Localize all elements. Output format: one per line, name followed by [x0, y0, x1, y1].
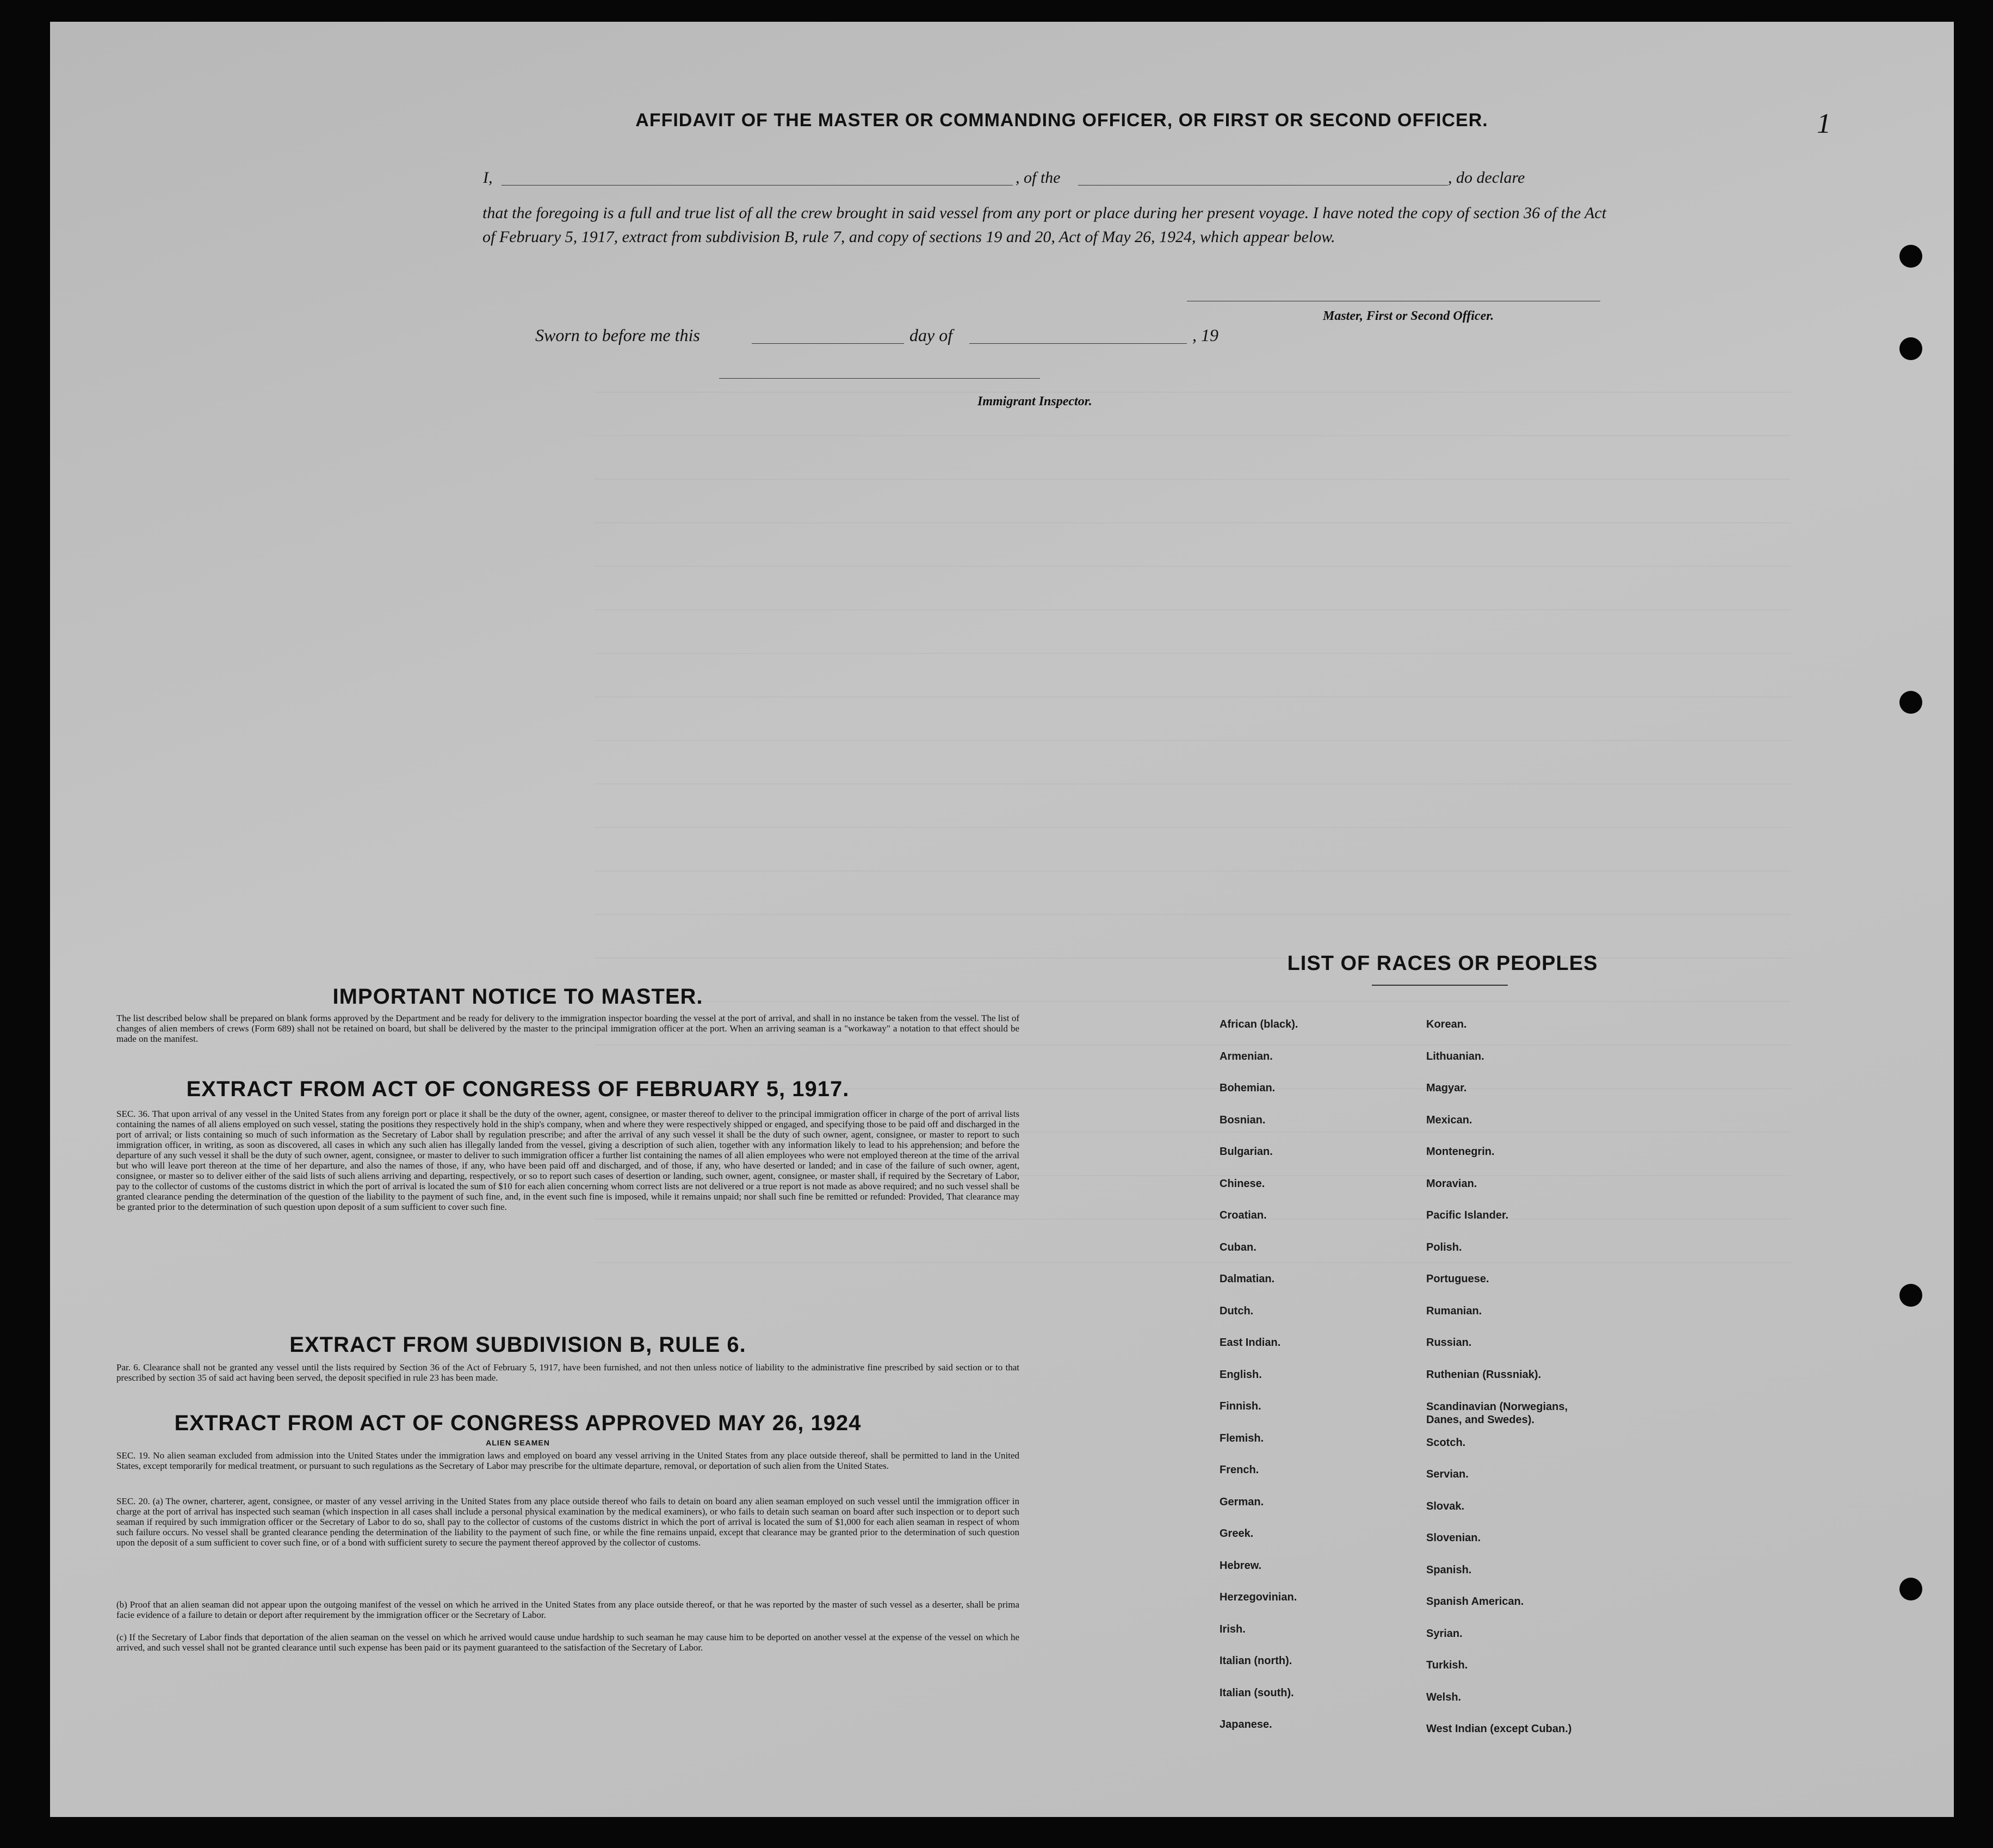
extract-rule6-title: EXTRACT FROM SUBDIVISION B, RULE 6.: [289, 1333, 746, 1357]
race-item: Welsh.: [1426, 1691, 1462, 1703]
race-item: Korean.: [1426, 1018, 1467, 1030]
race-item: East Indian.: [1220, 1337, 1281, 1349]
extract-1924-subtitle: ALIEN SEAMEN: [486, 1438, 550, 1447]
race-item: Syrian.: [1426, 1627, 1463, 1640]
races-title-underline: [1372, 985, 1508, 986]
race-item: Italian (south).: [1220, 1686, 1294, 1699]
race-item: Croatian.: [1220, 1209, 1267, 1221]
race-item: Finnish.: [1220, 1400, 1261, 1412]
race-item: German.: [1220, 1495, 1264, 1508]
race-item: Portuguese.: [1426, 1273, 1489, 1285]
race-item: Scandinavian (Norwegians, Danes, and Swedes).: [1426, 1401, 1568, 1426]
punch-hole: [1899, 691, 1922, 714]
race-item: Ruthenian (Russniak).: [1426, 1368, 1542, 1381]
punch-hole: [1899, 245, 1922, 268]
race-item: Lithuanian.: [1426, 1050, 1484, 1062]
race-item: Spanish American.: [1426, 1596, 1524, 1608]
sworn-month-line: [969, 343, 1187, 344]
affidavit-declare-label: , do declare: [1448, 169, 1525, 187]
race-item: African (black).: [1220, 1018, 1298, 1030]
punch-hole: [1899, 1578, 1922, 1600]
race-item: Armenian.: [1220, 1050, 1273, 1062]
extract-1924-title: EXTRACT FROM ACT OF CONGRESS APPROVED MAY 26, 1924: [174, 1411, 862, 1435]
race-item: Bosnian.: [1220, 1114, 1266, 1126]
race-item: Pacific Islander.: [1426, 1209, 1509, 1221]
race-item: Moravian.: [1426, 1177, 1477, 1190]
race-item: Bulgarian.: [1220, 1146, 1273, 1158]
race-item: Slovenian.: [1426, 1532, 1481, 1544]
day-of-label: day of: [909, 325, 953, 345]
affidavit-title: AFFIDAVIT OF THE MASTER OR COMMANDING OFFICER, OR FIRST OR SECOND OFFICER.: [635, 110, 1488, 131]
race-item: Polish.: [1426, 1241, 1462, 1253]
race-item: Chinese.: [1220, 1177, 1265, 1190]
race-item: Montenegrin.: [1426, 1146, 1495, 1158]
extract-rule6-text: Par. 6. Clearance shall not be granted any vessel until the lists required by Section 36 of the Act of February 5, 1917, have been furnished, and not then unless notice of liability to the administrative fine prescribed by said section or to that prescribed by section 35 of said act having been served, the deposit specified in rule 23 has been made.: [116, 1362, 1019, 1383]
race-item: Rumanian.: [1426, 1305, 1482, 1317]
race-item: French.: [1220, 1464, 1259, 1476]
race-item: Scotch.: [1426, 1436, 1466, 1449]
race-item: Dalmatian.: [1220, 1273, 1275, 1285]
extract-1924-sec20b: (b) Proof that an alien seaman did not appear upon the outgoing manifest of the vessel on which he arrived in the United States from any place outside thereof, or that he was reported by the master of such vessel as a deserter, shall be prima facie evidence of a failure to detain or deport after requirement by the immigration officer or the Secretary of Labor.: [116, 1599, 1019, 1620]
bleed-through-text: [50, 22, 1954, 1817]
notice-title: IMPORTANT NOTICE TO MASTER.: [332, 985, 703, 1009]
race-item: Herzegovinian.: [1220, 1591, 1297, 1603]
races-title: LIST OF RACES OR PEOPLES: [1287, 952, 1598, 975]
inspector-signature-caption: Immigrant Inspector.: [977, 394, 1092, 409]
race-item: Mexican.: [1426, 1114, 1472, 1126]
race-item: Greek.: [1220, 1528, 1254, 1540]
race-item: Servian.: [1426, 1468, 1469, 1480]
punch-hole: [1899, 1284, 1922, 1307]
race-item: Slovak.: [1426, 1500, 1465, 1512]
notice-text: The list described below shall be prepared on blank forms approved by the Department and be ready for delivery to the immigration inspector boarding the vessel at the port of arrival, and shall in no instance be taken from the vessel. The list of changes of alien members of crews (Form 689) shall not be retained on board, but shall be delivered by the master to the principal immigration officer at the port. When an arriving seaman is a "workaway" a notation to that effect should be made on the manifest.: [116, 1013, 1019, 1044]
race-item: West Indian (except Cuban.): [1426, 1723, 1572, 1735]
race-item: English.: [1220, 1368, 1262, 1381]
race-item: Spanish.: [1426, 1563, 1472, 1576]
race-item: Turkish.: [1426, 1659, 1468, 1671]
punch-hole: [1899, 337, 1922, 360]
sworn-day-line: [752, 343, 904, 344]
officer-name-line: [502, 185, 1013, 186]
race-item: Irish.: [1220, 1623, 1246, 1635]
extract-1924-sec20c: (c) If the Secretary of Labor finds that deportation of the alien seaman on the vessel on which he arrived would cause undue hardship to such seaman he may cause him to be deported on another vessel at the expense of the vessel on which he arrived, and such vessel shall not be granted clearance until such expense has been paid or its payment guaranteed to the satisfaction of the Secretary of Labor.: [116, 1632, 1019, 1653]
extract-1924-sec20a: SEC. 20. (a) The owner, charterer, agent, consignee, or master of any vessel arriving in the United States from any place outside thereof who fails to detain on board any alien seaman employed on such vessel until the immigration officer in charge at the port of arrival has inspected such seaman (which inspection in all cases shall include a personal physical examination by the medical examiners), or who fails to detain such seaman on board after such inspection or to deport such seaman if required by such immigration officer or the Secretary of Labor to do so, shall pay to the collector of customs of the customs district in which the port of arrival is located the sum of $1,000 for each alien seaman in respect of whom such failure occurs. No vessel shall be granted clearance pending the determination of the liability to the payment of such fine, or while the fine remains unpaid, except that clearance may be granted prior to the determination of such question upon the deposit of a sum sufficient to cover such fine, or of a bond with sufficient surety to secure the payment thereof approved by the collector of customs.: [116, 1496, 1019, 1548]
affidavit-i-label: I,: [483, 169, 493, 187]
master-signature-caption: Master, First or Second Officer.: [1323, 309, 1494, 323]
affidavit-body: that the foregoing is a full and true list of all the crew brought in said vessel from any port or place during her present voyage. I have noted the copy of section 36 of the Act of February 5, 1917, extract from subdivision B, rule 7, and copy of sections 19 and 20, Act of May 26, 1924, which appear below.: [482, 204, 1607, 246]
race-item: Japanese.: [1220, 1719, 1272, 1730]
document-page: [50, 22, 1954, 1817]
race-item: Magyar.: [1426, 1082, 1467, 1094]
race-item: Hebrew.: [1220, 1559, 1262, 1572]
inspector-signature-line: [719, 378, 1040, 379]
extract-1924-sec19: SEC. 19. No alien seaman excluded from admission into the United States under the immigration laws and employed on board any vessel arriving in the United States from any place outside thereof, shall be permitted to land in the United States, except temporarily for medical treatment, or pursuant to such regulations as the Secretary of Labor may prescribe for the ultimate departure, removal, or deportation of such alien from the United States.: [116, 1450, 1019, 1471]
race-item: Bohemian.: [1220, 1082, 1276, 1094]
race-item: Cuban.: [1220, 1241, 1257, 1253]
vessel-name-line: [1078, 185, 1448, 186]
race-item: Italian (north).: [1220, 1655, 1292, 1667]
extract-1917-text: SEC. 36. That upon arrival of any vessel in the United States from any foreign port or place it shall be the duty of the owner, agent, consignee, or master thereof to deliver to the principal immigration officer in charge of the port of arrival lists containing the names of all aliens employed on such vessel, stating the positions they respectively hold in the ship's company, when and where they were respectively shipped or engaged, and specifying those to be paid off and discharged in the port of arrival; or lists containing so much of such information as the Secretary of Labor shall by regulation prescribe; and after the arrival of any such vessel it shall be the duty of such owner, agent, consignee, or master to report to such immigration officer, in writing, as soon as discovered, all cases in which any such alien has illegally landed from the vessel, giving a description of such alien, together with any information likely to lead to his apprehension; and before the departure of any such vessel it shall be the duty of such owner, agent, consignee, or master to deliver to such immigration officer a further list containing the names of all alien employees who were not employed thereon at the time of the arrival but who will leave port thereon at the time of her departure, and also the names of those, if any, who have been paid off and discharged, and of those, if any, who have deserted or landed; and in case of the failure of such owner, agent, consignee, or master so to deliver either of the said lists of such aliens arriving and departing, respectively, or so to report such cases of desertion or landing, such owner, agent, consignee, or master shall, if required by the Secretary of Labor, pay to the collector of customs of the customs district in which the port of arrival is located the sum of $10 for each alien concerning whom correct lists are not delivered or a true report is not made as above required; and no such vessel shall be granted clearance pending the determination of the question of the liability to the payment of such fine, and, in the event such fine is imposed, while it remains unpaid; nor shall such fine be remitted or refunded: Provided, That clearance may be granted prior to the determination of such question upon deposit of a sum sufficient to cover such fine.: [116, 1109, 1019, 1212]
year-label: , 19: [1192, 325, 1218, 345]
race-item: Dutch.: [1220, 1305, 1254, 1317]
race-item: Flemish.: [1220, 1432, 1264, 1444]
extract-1917-title: EXTRACT FROM ACT OF CONGRESS OF FEBRUARY 5, 1917.: [186, 1077, 850, 1101]
page-number-mark: 1: [1817, 108, 1831, 139]
affidavit-of-the-label: , of the: [1016, 169, 1061, 187]
race-item: Russian.: [1426, 1337, 1472, 1349]
sworn-label: Sworn to before me this: [535, 325, 700, 345]
